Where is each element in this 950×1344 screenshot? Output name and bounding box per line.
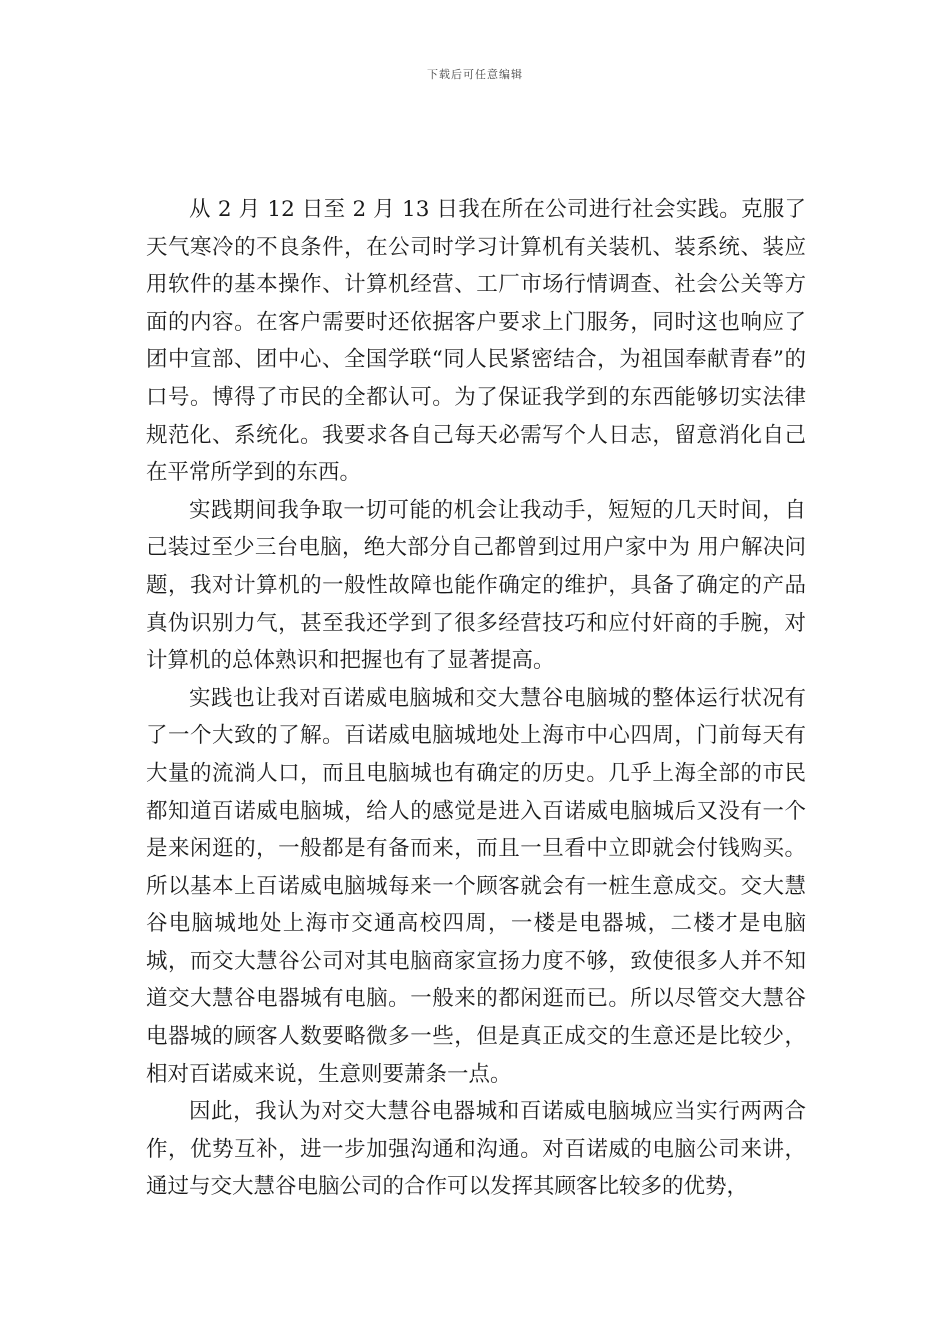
paragraph-2: 实践期间我争取一切可能的机会让我动手，短短的几天时间，自己装过至少三台电脑，绝大部分自己都曾到过用户家中为 用户解决问题，我对计算机的一般性故障也能作确定的维护，具备了确定的产品真伪识别力气，甚至我还学到了很多经营技巧和应付奸商的手腕，对计算机的总体熟识和把握也有了显著提高。 xyxy=(146,497,806,674)
paragraph-4: 因此，我认为对交大慧谷电器城和百诺威电脑城应当实行两两合作，优势互补，进一步加强沟通和沟通。对百诺威的电脑公司来讲，通过与交大慧谷电脑公司的合作可以发挥其顾客比较多的优势， xyxy=(146,1099,806,1200)
document-body xyxy=(146,191,806,1206)
paragraph-3: 实践也让我对百诺威电脑城和交大慧谷电脑城的整体运行状况有了一个大致的了解。百诺威电脑城地处上海市中心四周，门前每天有大量的流淌人口，而且电脑城也有确定的历史。几乎上海全部的市民都知道百诺威电脑城，给人的感觉是进入百诺威电脑城后又没有一个是来闲逛的，一般都是有备而来，而且一旦看中立即就会付钱购买。所以基本上百诺威电脑城每来一个顾客就会有一桩生意成交。交大慧谷电脑城地处上海市交通高校四周，一楼是电器城，二楼才是电脑城，而交大慧谷公司对其电脑商家宣扬力度不够，致使很多人并不知道交大慧谷电器城有电脑。一般来的都闲逛而已。所以尽管交大慧谷电器城的顾客人数要略微多一些，但是真正成交的生意还是比较少，相对百诺威来说，生意则要萧条一点。 xyxy=(146,685,806,1087)
header-note: 下载后可任意编辑 xyxy=(427,68,523,81)
paragraph-1: 从 2 月 12 日至 2 月 13 日我在所在公司进行社会实践。克服了天气寒冷的不良条件，在公司时学习计算机有关装机、装系统、装应用软件的基本操作、计算机经营、工厂市场行情调查、社会公关等方面的内容。在客户需要时还依据客户要求上门服务，同时这也响应了团中宣部、团中心、全国学联“同人民紧密结合，为祖国奉献青春”的口号。博得了市民的全都认可。为了保证我学到的东西能够切实法律规范化、系统化。我要求各自己每天必需写个人日志，留意消化自己在平常所学到的东西。 xyxy=(146,197,806,486)
